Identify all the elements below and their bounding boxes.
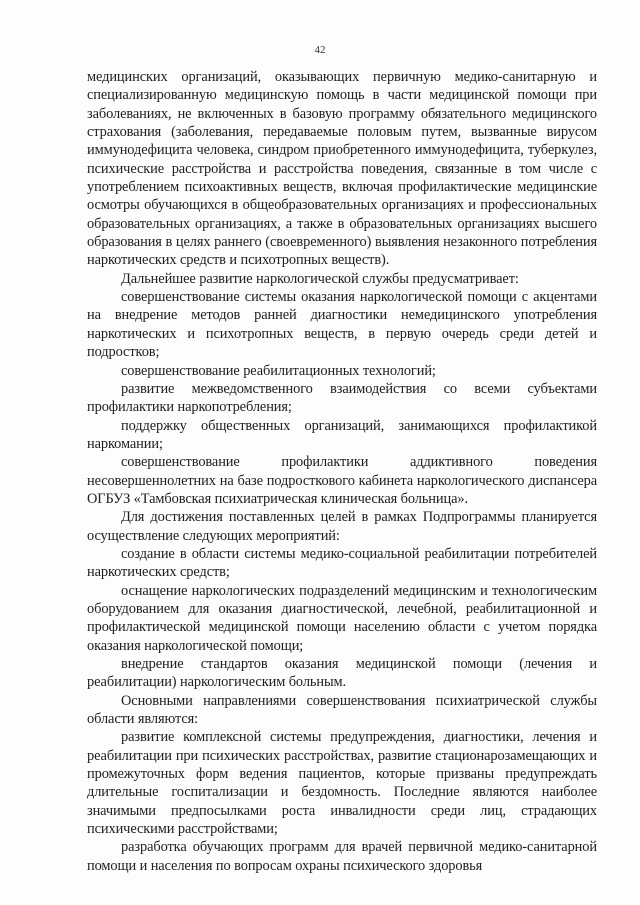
paragraph: развитие межведомственного взаимодействия со всеми субъектами профилактики наркопотребления; (87, 380, 597, 416)
paragraph: совершенствование профилактики аддиктивного поведения несовершеннолетних на базе подросткового кабинета наркологического диспансера ОГБУЗ «Тамбовская психиатрическая клиническая больница». (87, 454, 597, 507)
paragraph: совершенствование реабилитационных технологий; (121, 362, 436, 379)
paragraph: поддержку общественных организаций, занимающихся профилактикой наркомании; (87, 417, 597, 452)
paragraph: медицинских организаций, оказывающих первичную медико-санитарную и специализированную медицинскую помощь в части медицинской помощи при заболеваниях, не включенных в базовую программу обязательного медицинского страхования (заболевания, передаваемые половым путем, вызванные вирусом иммунодефицита человека, синдром приобретенного иммунодефицита, туберкулез, психические расстройства и расстройства поведения, связанные в том числе с употреблением психоактивных веществ, включая профилактические медицинские осмотры обучающихся в общеобразовательных организациях и профессиональных образовательных организациях, а также в образовательных организациях высшего образования в целях раннего (своевременного) выявления незаконного потребления наркотических средств и психотропных веществ). (87, 69, 597, 269)
paragraph: разработка обучающих программ для врачей первичной медико-санитарной помощи и населения по вопросам охраны психического здоровья (87, 839, 597, 874)
page-number: 42 (314, 44, 326, 56)
paragraph: развитие комплексной системы предупреждения, диагностики, лечения и реабилитации при психических расстройствах, развитие стационарозамещающих и промежуточных форм ведения пациентов, которые призваны предупреждать длительные госпитализации и бездомность. Последние являются наиболее значимыми предпосылками роста инвалидности среди лиц, страдающих психическими расстройствами; (87, 729, 597, 838)
paragraph: создание в области системы медико-социальной реабилитации потребителей наркотических средств; (87, 545, 597, 581)
paragraph: оснащение наркологических подразделений медицинским и технологическим оборудованием для оказания диагностической, лечебной, реабилитационной и профилактической медицинской помощи населению области с учетом порядка оказания наркологической помощи; (87, 582, 597, 654)
paragraph: совершенствование системы оказания наркологической помощи с акцентами на внедрение методов ранней диагностики немедицинского употребления наркотических и психотропных веществ, в первую очередь среди детей и подростков; (87, 289, 597, 361)
paragraph: Для достижения поставленных целей в рамках Подпрограммы планируется осуществление следующих мероприятий: (87, 509, 597, 544)
paragraph: Дальнейшее развитие наркологической службы предусматривает: (121, 270, 519, 287)
paragraph: внедрение стандартов оказания медицинской помощи (лечения и реабилитации) наркологическим больным. (87, 656, 597, 691)
body-text (87, 68, 597, 875)
paragraph: Основными направлениями совершенствования психиатрической службы области являются: (87, 692, 597, 728)
